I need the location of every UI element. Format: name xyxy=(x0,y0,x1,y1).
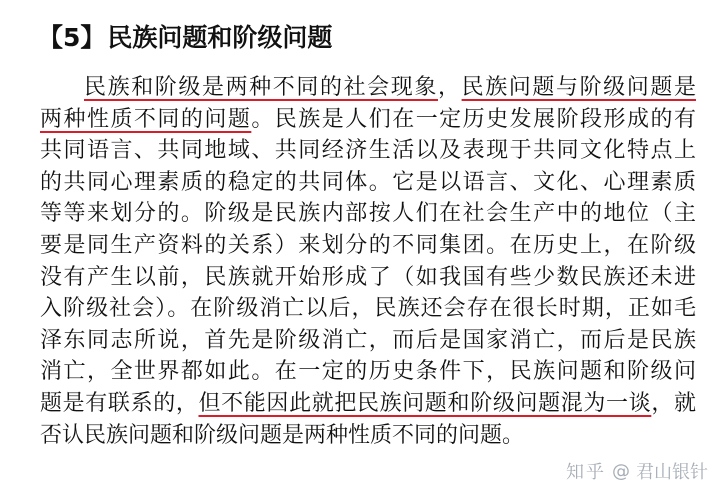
watermark-at: @ xyxy=(612,460,630,482)
underlined-phrase: 民族和阶级是两种不同的社会现象 xyxy=(84,75,438,100)
zhihu-watermark xyxy=(566,458,708,484)
underlined-phrase: 民族问题与阶级问题是 xyxy=(461,75,696,100)
text-segment: 的共同心理素质的稳定的共同体。它是以语言、文化、心理素质 xyxy=(40,169,696,195)
text-segment: 题是有联系的， xyxy=(40,390,199,416)
section-title: 民族问题和阶级问题 xyxy=(107,23,333,52)
text-line xyxy=(40,230,696,262)
underlined-phrase: 但不能因此就把民族问题和阶级问题混为一谈 xyxy=(198,390,652,416)
text-line xyxy=(40,135,696,167)
text-line xyxy=(40,262,696,294)
text-segment: 消亡，全世界都如此。在一定的历史条件下，民族问题和阶级问 xyxy=(40,359,696,385)
watermark-brand: 知乎 xyxy=(566,462,606,483)
text-line xyxy=(40,388,696,420)
text-line xyxy=(40,167,696,199)
text-segment: 要是同生产资料的关系）来划分的不同集团。在历史上，在阶级 xyxy=(40,232,696,258)
text-segment: 泽东同志所说，首先是阶级消亡，而后是国家消亡，而后是民族 xyxy=(40,327,696,353)
text-segment: ， xyxy=(437,75,462,100)
text-segment: 没有产生以前，民族就开始形成了（如我国有些少数民族还未进 xyxy=(40,264,696,290)
body-paragraph xyxy=(40,72,696,451)
underlined-phrase: 两种性质不同的问题 xyxy=(40,106,252,132)
text-segment: ，就 xyxy=(651,390,696,416)
text-line xyxy=(40,356,696,388)
text-segment: 等等来划分的。阶级是民族内部按人们在社会生产中的地位（主 xyxy=(40,201,696,227)
text-segment: 否认民族问题和阶级问题是两种性质不同的问题。 xyxy=(40,422,525,448)
text-segment: 共同语言、共同地域、共同经济生活以及表现于共同文化特点上 xyxy=(40,138,696,164)
watermark-author: 君山银针 xyxy=(636,462,708,483)
text-line xyxy=(40,198,696,230)
text-line xyxy=(40,72,696,104)
text-line xyxy=(40,104,696,136)
text-line xyxy=(40,293,696,325)
section-number: 【5】 xyxy=(38,23,106,52)
text-line xyxy=(40,420,696,452)
text-line xyxy=(40,325,696,357)
text-segment: 。民族是人们在一定历史发展阶段形成的有 xyxy=(251,106,696,132)
section-heading xyxy=(38,18,332,58)
text-segment: 入阶级社会）。在阶级消亡以后，民族还会存在很长时期，正如毛 xyxy=(40,296,696,322)
